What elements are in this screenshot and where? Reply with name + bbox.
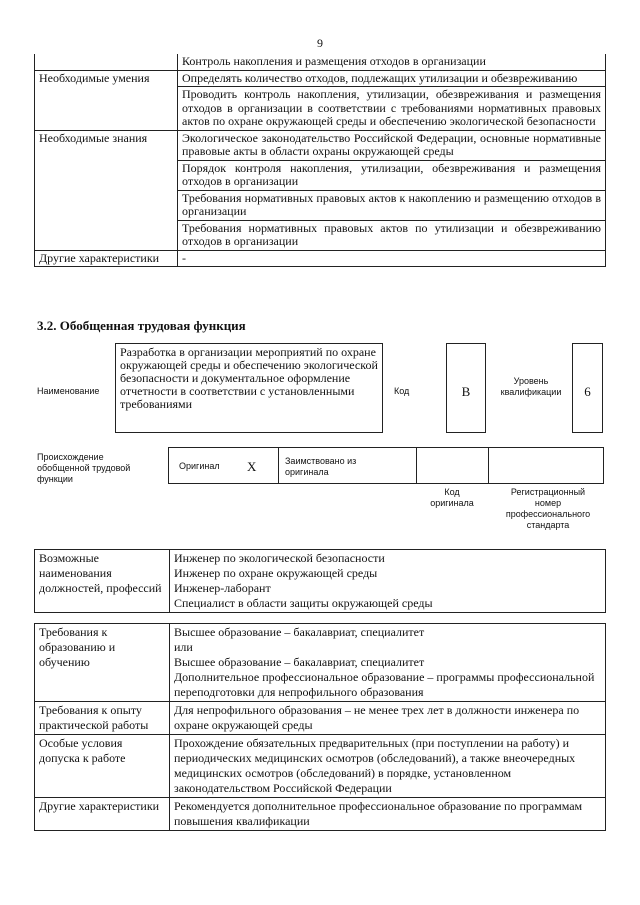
divider <box>488 448 489 483</box>
level-label: Уровень квалификации <box>500 376 562 397</box>
other-characteristics-value: - <box>178 250 606 267</box>
skills-knowledge-table <box>34 54 606 267</box>
other-value: Рекомендуется дополнительное профессиональное образование по программам повышения квалификации <box>170 798 606 831</box>
original-mark: X <box>247 459 257 474</box>
education-value <box>170 624 606 702</box>
level-box <box>572 343 603 433</box>
conditions-value: Прохождение обязательных предварительных (при поступлении на работу) и периодических медицинских осмотров (обследований), а также внеочередных медицинских осмотров (обследований) в порядке, установленном законодательством Российской Федерации <box>170 735 606 798</box>
position-item: Инженер-лаборант <box>174 581 271 595</box>
level-value: 6 <box>584 384 591 399</box>
position-item: Инженер по охране окружающей среды <box>174 566 378 580</box>
code-box <box>446 343 486 433</box>
name-label: Наименование <box>37 386 100 396</box>
education-line: Дополнительное профессиональное образование – программы профессиональной переподготовки для непрофильного образования <box>174 670 595 699</box>
skill-item: Проводить контроль накопления, утилизации, обезвреживания и размещения отходов в организации в соответствии с требованиями нормативных правовых актов по охране окружающей среды и обеспечению экологической безопасности <box>178 87 606 131</box>
code-value: B <box>461 384 471 399</box>
divider <box>416 448 417 483</box>
positions-list <box>170 550 606 613</box>
function-name-value: Разработка в организации мероприятий по охране окружающей среды и обеспечению экологической безопасности и документальное оформление отчетности в соответствии с установленными требованиями <box>120 345 378 411</box>
conditions-label: Особые условия допуска к работе <box>35 735 170 798</box>
education-line: Высшее образование – бакалавриат, специалитет <box>174 655 425 669</box>
other-label: Другие характеристики <box>35 798 170 831</box>
skill-item: Определять количество отходов, подлежащих утилизации и обезвреживанию <box>178 70 606 87</box>
experience-label: Требования к опыту практической работы <box>35 702 170 735</box>
requirements-table <box>34 623 606 831</box>
knowledge-label: Необходимые знания <box>35 130 178 250</box>
code-label: Код <box>394 386 410 396</box>
divider <box>278 448 279 483</box>
function-name-box <box>115 343 383 433</box>
knowledge-item: Порядок контроля накопления, утилизации, обезвреживания и размещения отходов в организации <box>178 160 606 190</box>
positions-table <box>34 549 606 613</box>
knowledge-item: Требования нормативных правовых актов к накоплению и размещению отходов в организации <box>178 190 606 220</box>
knowledge-item: Требования нормативных правовых актов по утилизации и обезвреживанию отходов в организации <box>178 220 606 250</box>
origin-box <box>168 447 604 484</box>
table-cell <box>35 54 178 70</box>
position-item: Специалист в области защиты окружающей среды <box>174 596 433 610</box>
borrowed-label: Заимствовано из оригинала <box>285 456 357 477</box>
education-label: Требования к образованию и обучению <box>35 624 170 702</box>
skills-label: Необходимые умения <box>35 70 178 130</box>
education-line: или <box>174 640 193 654</box>
original-label: Оригинал <box>179 461 220 471</box>
code-original-caption: Код оригинала <box>430 487 474 508</box>
page-number: 9 <box>317 36 323 50</box>
knowledge-item: Экологическое законодательство Российской Федерации, основные нормативные правовые акты в области охраны окружающей среды <box>178 130 606 160</box>
table-cell: Контроль накопления и размещения отходов в организации <box>178 54 606 70</box>
position-item: Инженер по экологической безопасности <box>174 551 385 565</box>
positions-label: Возможные наименования должностей, профессий <box>35 550 170 613</box>
reg-number-caption: Регистрационный номер профессионального стандарта <box>505 487 591 530</box>
education-line: Высшее образование – бакалавриат, специалитет <box>174 625 425 639</box>
section-title: 3.2. Обобщенная трудовая функция <box>37 318 246 333</box>
experience-value: Для непрофильного образования – не менее трех лет в должности инженера по охране окружающей среды <box>170 702 606 735</box>
other-characteristics-label: Другие характеристики <box>35 250 178 267</box>
origin-label: Происхождение обобщенной трудовой функции <box>37 452 131 484</box>
